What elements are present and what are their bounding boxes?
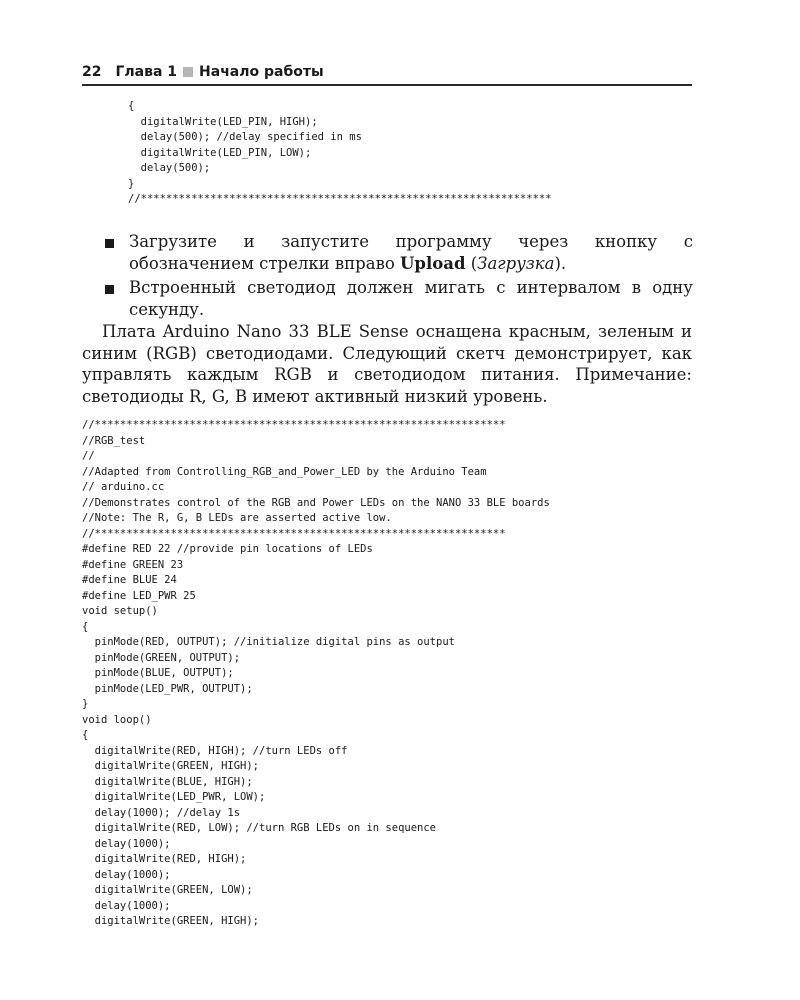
code-line: delay(500); //delay specified in ms — [128, 131, 362, 143]
code-line: pinMode(BLUE, OUTPUT); — [82, 667, 234, 679]
running-header — [82, 60, 692, 86]
code-line: //Adapted from Controlling_RGB_and_Power_LED by the Arduino Team — [82, 465, 487, 478]
code-line: digitalWrite(LED_PIN, HIGH); — [128, 115, 318, 128]
code-line: digitalWrite(BLUE, HIGH); — [82, 775, 253, 788]
upload-term: Upload — [400, 254, 466, 273]
code-line: delay(1000); — [82, 868, 171, 881]
code-line: delay(1000); //delay 1s — [82, 806, 241, 819]
square-separator-icon — [183, 67, 193, 77]
code-line: pinMode(RED, OUTPUT); //initialize digital pins as output — [82, 636, 455, 648]
code-line: void loop() — [82, 713, 152, 726]
code-line: digitalWrite(RED, HIGH); — [82, 853, 247, 865]
code-line: digitalWrite(LED_PIN, LOW); — [128, 146, 312, 159]
code-line: //RGB_test — [82, 434, 146, 447]
code-line: { — [82, 729, 89, 741]
bullet-text: Загрузите и запустите программу через кнопку с обозначением стрелки вправо — [129, 232, 693, 273]
upload-term-translation: Загрузка — [477, 254, 555, 273]
code-line: digitalWrite(LED_PWR, LOW); — [82, 791, 266, 803]
bullet-text-paren: ( — [465, 254, 478, 273]
code-line: pinMode(GREEN, OUTPUT); — [82, 651, 241, 664]
bullet-square-icon — [105, 239, 114, 248]
code-line: } — [128, 177, 135, 190]
code-line: //***************************************************************** — [82, 527, 506, 540]
code-line: digitalWrite(GREEN, HIGH); — [82, 760, 260, 772]
code-line: // — [82, 450, 95, 462]
code-line: } — [82, 698, 89, 710]
bullet-item-blink — [103, 277, 693, 321]
code-line: digitalWrite(GREEN, HIGH); — [82, 915, 260, 927]
code-line: delay(500); — [128, 162, 211, 174]
section-title: Начало работы — [199, 64, 324, 80]
code-line: #define GREEN 23 — [82, 558, 184, 571]
code-line: //***************************************************************** — [128, 193, 552, 205]
code-block-1 — [128, 99, 552, 208]
chapter-label: Глава 1 — [115, 64, 178, 80]
code-line: { — [128, 100, 135, 112]
code-line: digitalWrite(GREEN, LOW); — [82, 884, 253, 896]
bullet-text: Встроенный светодиод должен мигать с интервалом в одну секунду. — [129, 278, 693, 319]
bullet-text-end: ). — [554, 254, 567, 273]
bullet-item-upload — [103, 231, 693, 275]
code-block-2 — [82, 418, 550, 930]
code-line: #define RED 22 //provide pin locations of LEDs — [82, 543, 373, 555]
code-line: delay(1000); — [82, 899, 171, 912]
code-line: #define BLUE 24 — [82, 574, 177, 586]
code-line: //Note: The R, G, B LEDs are asserted active low. — [82, 512, 392, 524]
bullet-square-icon — [105, 285, 114, 294]
code-line: digitalWrite(RED, LOW); //turn RGB LEDs on in sequence — [82, 822, 437, 834]
code-line: delay(1000); — [82, 837, 171, 850]
page-number: 22 — [82, 64, 102, 80]
bullet-list — [103, 231, 693, 323]
code-line: { — [82, 620, 89, 633]
body-paragraph: Плата Arduino Nano 33 BLE Sense оснащена красным, зеленым и синим (RGB) светодиодами. Следующий скетч демонстрирует, как управлять каждым RGB и светодиодом питания. Примечание: светодиоды R, G, B имеют активный низкий уровень. — [82, 322, 692, 406]
code-line: pinMode(LED_PWR, OUTPUT); — [82, 682, 253, 695]
code-line: //Demonstrates control of the RGB and Power LEDs on the NANO 33 BLE boards — [82, 496, 550, 509]
code-line: void setup() — [82, 605, 158, 617]
code-line: // arduino.cc — [82, 481, 165, 493]
code-line: #define LED_PWR 25 — [82, 589, 196, 602]
code-line: digitalWrite(RED, HIGH); //turn LEDs off — [82, 744, 348, 757]
code-line: //***************************************************************** — [82, 419, 506, 431]
